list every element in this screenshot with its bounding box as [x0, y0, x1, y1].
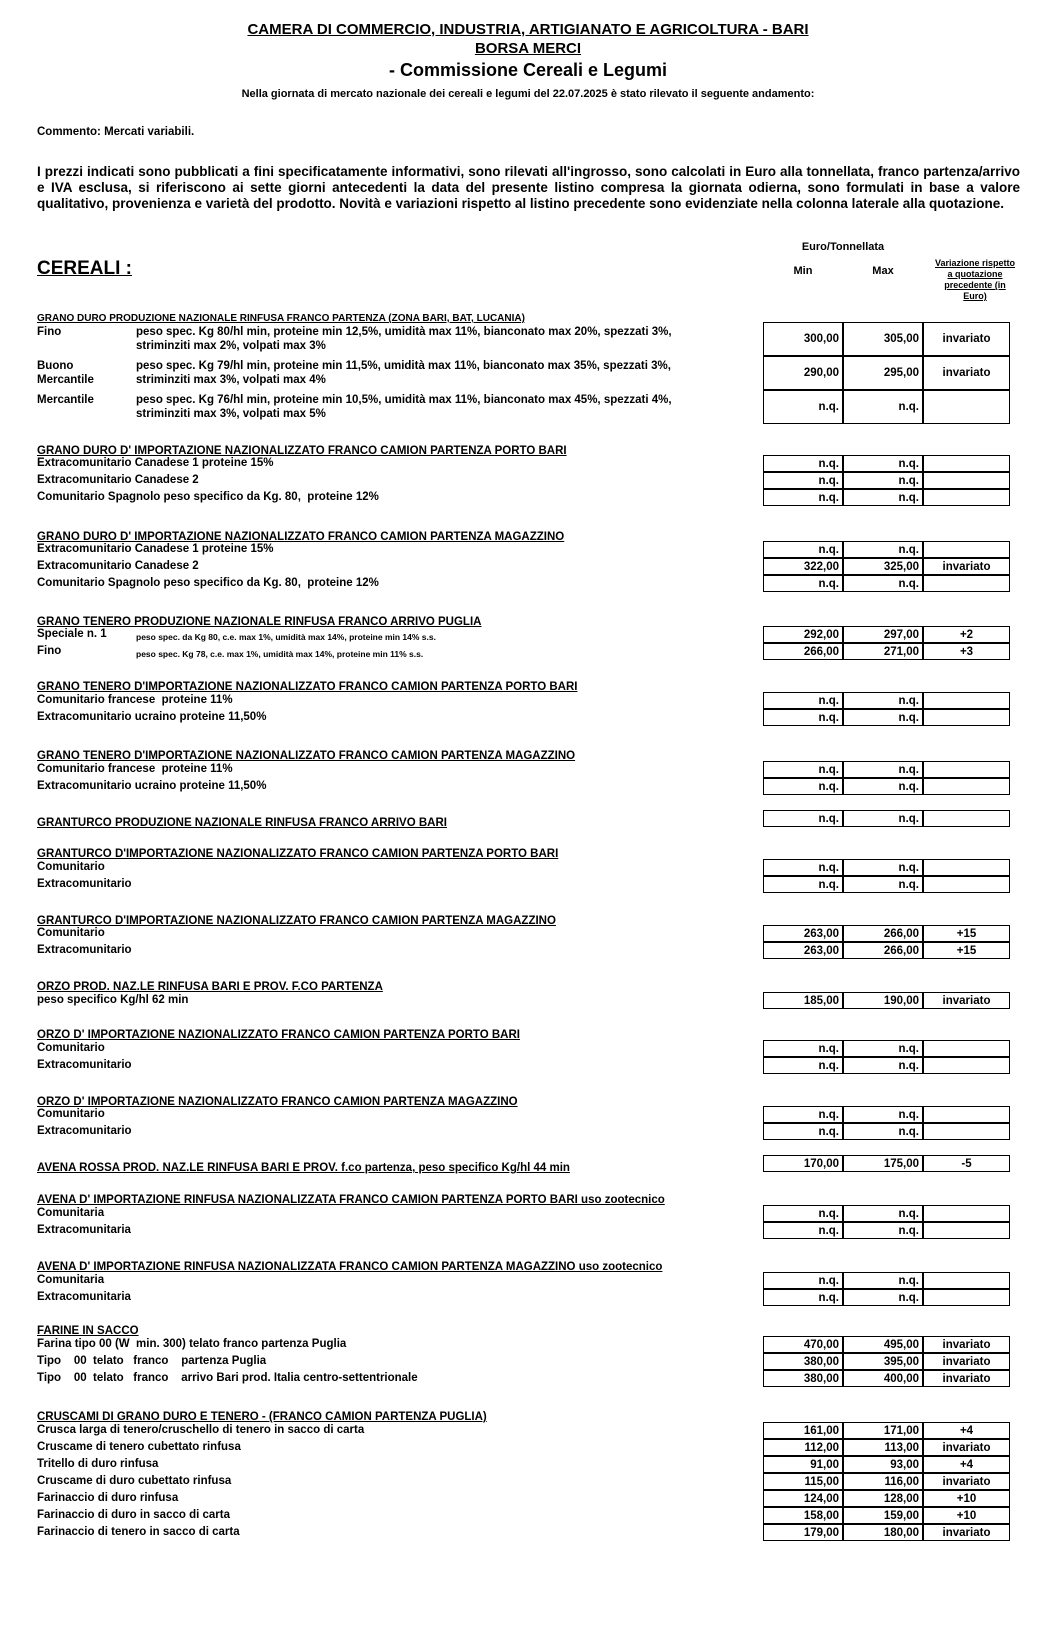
variation-cell: +10 [923, 1507, 1010, 1524]
min-price-cell: 112,00 [763, 1439, 843, 1456]
min-price-cell: 292,00 [763, 626, 843, 643]
variation-cell: +4 [923, 1456, 1010, 1473]
min-price-cell: 380,00 [763, 1370, 843, 1387]
max-price-cell: n.q. [843, 692, 923, 709]
min-price-cell: 170,00 [763, 1155, 843, 1172]
variation-cell: invariato [923, 356, 1010, 390]
row-label: Comunitario [37, 1108, 105, 1120]
row-label: Crusca larga di tenero/cruschello di tenero in sacco di carta [37, 1424, 365, 1436]
variation-cell [923, 692, 1010, 709]
row-label: Comunitaria [37, 1274, 105, 1286]
variation-header: Variazione rispetto a quotazione precedente (in Euro) [934, 258, 1016, 301]
max-price-cell: 116,00 [843, 1473, 923, 1490]
max-price-cell: n.q. [843, 1222, 923, 1239]
min-price-cell: n.q. [763, 390, 843, 424]
disclaimer-text: I prezzi indicati sono pubblicati a fini specificatamente informativi, sono rilevati all'ingrosso, sono calcolati in Euro alla tonnellata, franco partenza/arrivo e IVA esclusa, si riferiscono ai sette giorni antecedenti la data del presente listino compresa la giornata odierna, sono formulati in base a valore qualitativo, provenienza e varietà del prodotto. Novità e variazioni rispetto al listino precedente sono evidenziate nella colonna laterale alla quotazione. [37, 164, 1020, 211]
commission-title: - Commissione Cereali e Legumi [388, 60, 668, 80]
min-price-cell: n.q. [763, 575, 843, 592]
row-label: Farinaccio di duro rinfusa [37, 1492, 179, 1504]
max-price-cell: n.q. [843, 761, 923, 778]
variation-cell: +15 [923, 942, 1010, 959]
variation-cell: +15 [923, 925, 1010, 942]
section-title: GRANO TENERO D'IMPORTAZIONE NAZIONALIZZATO FRANCO CAMION PARTENZA PORTO BARI [37, 681, 578, 693]
variation-cell: +4 [923, 1422, 1010, 1439]
min-price-cell: 290,00 [763, 356, 843, 390]
variation-cell [923, 489, 1010, 506]
max-price-cell: 297,00 [843, 626, 923, 643]
section-title: FARINE IN SACCO [37, 1325, 139, 1337]
max-price-cell: n.q. [843, 1289, 923, 1306]
variation-cell: +10 [923, 1490, 1010, 1507]
min-price-cell: 91,00 [763, 1456, 843, 1473]
max-price-cell: 271,00 [843, 643, 923, 660]
variation-cell [923, 810, 1010, 827]
min-price-cell: n.q. [763, 472, 843, 489]
row-label: Comunitario [37, 927, 105, 939]
row-label: Fino [37, 645, 62, 657]
variation-cell: invariato [923, 558, 1010, 575]
max-price-cell: n.q. [843, 575, 923, 592]
min-header: Min [793, 265, 813, 277]
row-label: Fino [37, 326, 62, 338]
min-price-cell: n.q. [763, 1222, 843, 1239]
max-price-cell: n.q. [843, 489, 923, 506]
min-price-cell: n.q. [763, 1106, 843, 1123]
variation-cell [923, 1289, 1010, 1306]
row-label: Comunitario Spagnolo peso specifico da Kg. 80, proteine 12% [37, 491, 379, 503]
section-title: GRANTURCO D'IMPORTAZIONE NAZIONALIZZATO FRANCO CAMION PARTENZA PORTO BARI [37, 848, 559, 860]
min-price-cell: 185,00 [763, 992, 843, 1009]
variation-cell [923, 455, 1010, 472]
row-label: Speciale n. 1 [37, 628, 107, 640]
variation-cell: invariato [923, 1370, 1010, 1387]
row-label: Tipo 00 telato franco arrivo Bari prod. Italia centro-settentrionale [37, 1372, 418, 1384]
min-price-cell: n.q. [763, 541, 843, 558]
row-label: Extracomunitario Canadese 2 [37, 474, 199, 486]
variation-cell [923, 761, 1010, 778]
min-price-cell: 158,00 [763, 1507, 843, 1524]
section-title: GRANO DURO PRODUZIONE NAZIONALE RINFUSA FRANCO PARTENZA (ZONA BARI, BAT, LUCANIA) [37, 313, 525, 324]
market-date-line: Nella giornata di mercato nazionale dei cereali e legumi del 22.07.2025 è stato rilevato il seguente andamento: [241, 88, 815, 100]
row-description: peso spec. Kg 79/hl min, proteine min 11,5%, umidità max 11%, bianconato max 35%, spezzati 3%, striminziti max 3%, volpati max 4% [136, 360, 671, 386]
row-description: peso spec. Kg 76/hl min, proteine min 10,5%, umidità max 11%, bianconato max 45%, spezzati 4%, striminziti max 3%, volpati max 5% [136, 394, 672, 420]
max-price-cell: n.q. [843, 455, 923, 472]
variation-cell: invariato [923, 1524, 1010, 1541]
row-label: Comunitario Spagnolo peso specifico da Kg. 80, proteine 12% [37, 577, 379, 589]
row-label: Comunitario francese proteine 11% [37, 763, 233, 775]
section-title: AVENA ROSSA PROD. NAZ.LE RINFUSA BARI E PROV. f.co partenza, peso specifico Kg/hl 44 min [37, 1162, 570, 1174]
min-price-cell: 263,00 [763, 942, 843, 959]
max-price-cell: 180,00 [843, 1524, 923, 1541]
max-header: Max [872, 265, 894, 277]
section-title: CRUSCAMI DI GRANO DURO E TENERO - (FRANCO CAMION PARTENZA PUGLIA) [37, 1411, 487, 1423]
row-label: Extracomunitario ucraino proteine 11,50% [37, 780, 267, 792]
row-label: Extracomunitario [37, 878, 132, 890]
row-description: peso spec. Kg 78, c.e. max 1%, umidità max 14%, proteine min 11% s.s. [136, 649, 424, 659]
max-price-cell: n.q. [843, 1106, 923, 1123]
row-description: peso spec. da Kg 80, c.e. max 1%, umidità max 14%, proteine min 14% s.s. [136, 632, 436, 642]
variation-cell: +2 [923, 626, 1010, 643]
max-price-cell: 171,00 [843, 1422, 923, 1439]
min-price-cell: n.q. [763, 1272, 843, 1289]
row-label: Comunitaria [37, 1207, 105, 1219]
section-title: AVENA D' IMPORTAZIONE RINFUSA NAZIONALIZZATA FRANCO CAMION PARTENZA PORTO BARI uso zootecnico [37, 1194, 665, 1206]
section-title: GRANO TENERO PRODUZIONE NAZIONALE RINFUSA FRANCO ARRIVO PUGLIA [37, 616, 482, 628]
min-price-cell: 266,00 [763, 643, 843, 660]
row-label: Extracomunitario Canadese 1 proteine 15% [37, 543, 274, 555]
variation-cell: invariato [923, 1439, 1010, 1456]
row-label: Extracomunitaria [37, 1291, 131, 1303]
min-price-cell: 115,00 [763, 1473, 843, 1490]
variation-cell [923, 1123, 1010, 1140]
min-price-cell: 124,00 [763, 1490, 843, 1507]
max-price-cell: 113,00 [843, 1439, 923, 1456]
max-price-cell: 175,00 [843, 1155, 923, 1172]
section-title: GRANTURCO D'IMPORTAZIONE NAZIONALIZZATO FRANCO CAMION PARTENZA MAGAZZINO [37, 915, 556, 927]
max-price-cell: n.q. [843, 390, 923, 424]
section-title: GRANO TENERO D'IMPORTAZIONE NAZIONALIZZATO FRANCO CAMION PARTENZA MAGAZZINO [37, 750, 576, 762]
section-title: ORZO D' IMPORTAZIONE NAZIONALIZZATO FRANCO CAMION PARTENZA MAGAZZINO [37, 1096, 518, 1108]
variation-cell [923, 1272, 1010, 1289]
variation-cell: +3 [923, 643, 1010, 660]
variation-cell [923, 390, 1010, 424]
min-price-cell: n.q. [763, 761, 843, 778]
min-price-cell: n.q. [763, 1123, 843, 1140]
max-price-cell: 93,00 [843, 1456, 923, 1473]
row-label: peso specifico Kg/hl 62 min [37, 994, 189, 1006]
min-price-cell: 179,00 [763, 1524, 843, 1541]
max-price-cell: n.q. [843, 1040, 923, 1057]
row-label: Farinaccio di duro in sacco di carta [37, 1509, 231, 1521]
row-label: Extracomunitario Canadese 1 proteine 15% [37, 457, 274, 469]
min-price-cell: 161,00 [763, 1422, 843, 1439]
row-label: Extracomunitario [37, 944, 132, 956]
variation-cell [923, 1057, 1010, 1074]
min-price-cell: n.q. [763, 1289, 843, 1306]
row-label: Tipo 00 telato franco partenza Puglia [37, 1355, 267, 1367]
max-price-cell: n.q. [843, 541, 923, 558]
max-price-cell: n.q. [843, 472, 923, 489]
min-price-cell: 263,00 [763, 925, 843, 942]
max-price-cell: 190,00 [843, 992, 923, 1009]
min-price-cell: n.q. [763, 709, 843, 726]
section-title: GRANO DURO D' IMPORTAZIONE NAZIONALIZZATO FRANCO CAMION PARTENZA MAGAZZINO [37, 531, 565, 543]
max-price-cell: n.q. [843, 859, 923, 876]
row-label: Comunitario francese proteine 11% [37, 694, 233, 706]
row-label: Mercantile [37, 394, 94, 406]
max-price-cell: n.q. [843, 778, 923, 795]
max-price-cell: 400,00 [843, 1370, 923, 1387]
variation-cell [923, 778, 1010, 795]
row-label: Extracomunitario ucraino proteine 11,50% [37, 711, 267, 723]
max-price-cell: n.q. [843, 1205, 923, 1222]
min-price-cell: n.q. [763, 1040, 843, 1057]
variation-cell: invariato [923, 992, 1010, 1009]
min-price-cell: n.q. [763, 692, 843, 709]
max-price-cell: n.q. [843, 709, 923, 726]
min-price-cell: 470,00 [763, 1336, 843, 1353]
row-label: Buono Mercantile [37, 360, 94, 386]
section-title: GRANTURCO PRODUZIONE NAZIONALE RINFUSA FRANCO ARRIVO BARI [37, 817, 447, 829]
row-label: Extracomunitario [37, 1059, 132, 1071]
variation-cell [923, 709, 1010, 726]
variation-cell: invariato [923, 1353, 1010, 1370]
cereali-heading: CEREALI : [37, 258, 132, 279]
section-title: ORZO PROD. NAZ.LE RINFUSA BARI E PROV. F.CO PARTENZA [37, 981, 383, 993]
variation-cell [923, 472, 1010, 489]
min-price-cell: n.q. [763, 455, 843, 472]
max-price-cell: n.q. [843, 1057, 923, 1074]
variation-cell: invariato [923, 1336, 1010, 1353]
row-label: Extracomunitaria [37, 1224, 131, 1236]
min-price-cell: 300,00 [763, 322, 843, 356]
section-title: GRANO DURO D' IMPORTAZIONE NAZIONALIZZATO FRANCO CAMION PARTENZA PORTO BARI [37, 445, 567, 457]
variation-cell [923, 1106, 1010, 1123]
row-label: Cruscame di duro cubettato rinfusa [37, 1475, 232, 1487]
row-label: Farinaccio di tenero in sacco di carta [37, 1526, 240, 1538]
row-label: Extracomunitario [37, 1125, 132, 1137]
variation-cell [923, 541, 1010, 558]
min-price-cell: n.q. [763, 810, 843, 827]
max-price-cell: n.q. [843, 1123, 923, 1140]
max-price-cell: 266,00 [843, 925, 923, 942]
min-price-cell: n.q. [763, 1205, 843, 1222]
row-label: Extracomunitario Canadese 2 [37, 560, 199, 572]
max-price-cell: n.q. [843, 810, 923, 827]
row-label: Cruscame di tenero cubettato rinfusa [37, 1441, 241, 1453]
max-price-cell: 128,00 [843, 1490, 923, 1507]
min-price-cell: n.q. [763, 876, 843, 893]
max-price-cell: 495,00 [843, 1336, 923, 1353]
chamber-title: CAMERA DI COMMERCIO, INDUSTRIA, ARTIGIANATO E AGRICOLTURA - BARI [247, 21, 809, 38]
max-price-cell: 295,00 [843, 356, 923, 390]
max-price-cell: n.q. [843, 876, 923, 893]
max-price-cell: 395,00 [843, 1353, 923, 1370]
variation-cell [923, 1222, 1010, 1239]
row-description: peso spec. Kg 80/hl min, proteine min 12,5%, umidità max 11%, bianconato max 20%, spezzati 3%, striminziti max 2%, volpati max 3% [136, 326, 672, 352]
variation-cell [923, 859, 1010, 876]
variation-cell: invariato [923, 1473, 1010, 1490]
variation-cell [923, 575, 1010, 592]
section-title: AVENA D' IMPORTAZIONE RINFUSA NAZIONALIZZATA FRANCO CAMION PARTENZA MAGAZZINO uso zootecnico [37, 1261, 663, 1273]
row-label: Comunitario [37, 861, 105, 873]
min-price-cell: n.q. [763, 489, 843, 506]
section-title: ORZO D' IMPORTAZIONE NAZIONALIZZATO FRANCO CAMION PARTENZA PORTO BARI [37, 1029, 520, 1041]
borsa-merci-title: BORSA MERCI [474, 40, 582, 57]
min-price-cell: n.q. [763, 1057, 843, 1074]
min-price-cell: n.q. [763, 778, 843, 795]
variation-cell [923, 1205, 1010, 1222]
min-price-cell: n.q. [763, 859, 843, 876]
min-price-cell: 380,00 [763, 1353, 843, 1370]
min-price-cell: 322,00 [763, 558, 843, 575]
unit-header: Euro/Tonnellata [801, 241, 885, 253]
variation-cell: invariato [923, 322, 1010, 356]
row-label: Tritello di duro rinfusa [37, 1458, 159, 1470]
variation-cell [923, 1040, 1010, 1057]
max-price-cell: n.q. [843, 1272, 923, 1289]
max-price-cell: 266,00 [843, 942, 923, 959]
variation-cell [923, 876, 1010, 893]
max-price-cell: 305,00 [843, 322, 923, 356]
market-comment: Commento: Mercati variabili. [37, 126, 195, 138]
max-price-cell: 159,00 [843, 1507, 923, 1524]
row-label: Farina tipo 00 (W min. 300) telato franco partenza Puglia [37, 1338, 347, 1350]
row-label: Comunitario [37, 1042, 105, 1054]
variation-cell: -5 [923, 1155, 1010, 1172]
max-price-cell: 325,00 [843, 558, 923, 575]
